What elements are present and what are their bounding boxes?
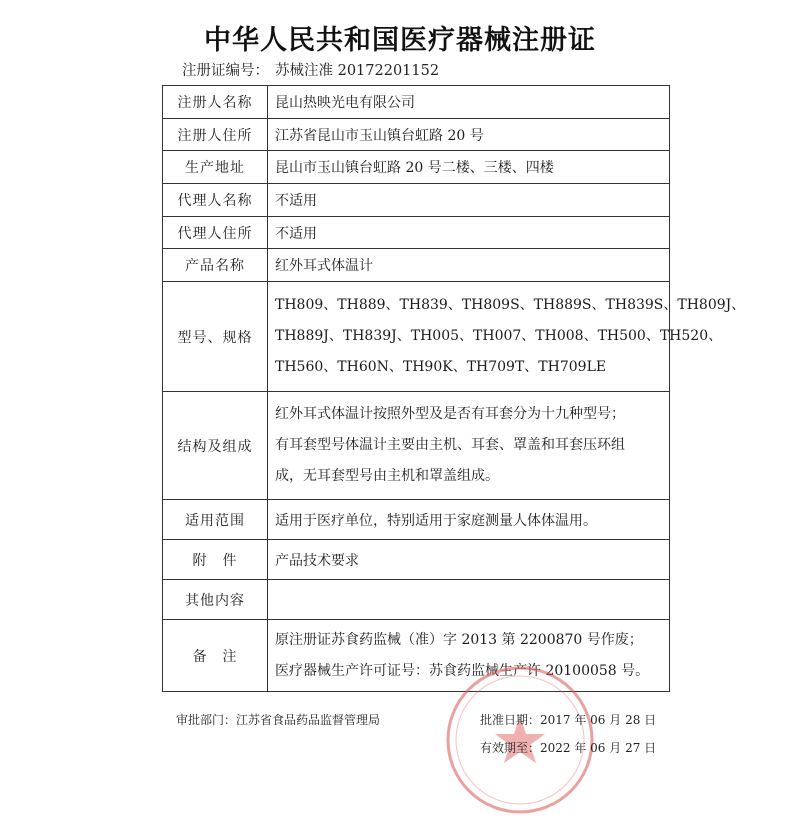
- registration-number-value: 苏械注准 20172201152: [275, 63, 440, 79]
- models-value: [268, 282, 746, 392]
- scope-value: 适用于医疗单位，特别适用于家庭测量人体体温用。: [268, 500, 670, 540]
- table-row: [163, 86, 670, 119]
- remarks-line: 医疗器械生产许可证号：苏食药监械生产许 20100058 号。: [275, 662, 650, 679]
- table-row: [163, 119, 670, 151]
- row-label: 代理人住所: [163, 217, 268, 249]
- row-value: 不适用: [268, 217, 670, 249]
- row-label: 生产地址: [163, 151, 268, 184]
- row-label: 代理人名称: [163, 184, 268, 217]
- row-label: 注册人名称: [163, 86, 268, 119]
- table-row: [163, 184, 670, 217]
- models-line: TH889J、TH839J、TH005、TH007、TH008、TH500、TH520、: [275, 328, 723, 344]
- row-label: 产品名称: [163, 249, 268, 282]
- remarks-label: 备 注: [163, 620, 268, 692]
- approval-date: 批准日期：2017 年 06 月 28 日: [480, 713, 657, 727]
- table-row-scope: [163, 500, 670, 540]
- structure-line: 有耳套型号体温计主要由主机、耳套、罩盖和耳套压环组: [275, 437, 625, 453]
- table-row-attachment: [163, 540, 670, 580]
- row-value: 红外耳式体温计: [268, 249, 670, 282]
- row-value: 昆山市玉山镇台虹路 20 号二楼、三楼、四楼: [268, 151, 670, 184]
- registration-number-label: 注册证编号：: [182, 63, 269, 79]
- row-value: 江苏省昆山市玉山镇台虹路 20 号: [268, 119, 670, 151]
- certificate-table: [162, 85, 746, 692]
- attachment-value: 产品技术要求: [268, 540, 670, 580]
- structure-value: [268, 392, 670, 500]
- structure-label: 结构及组成: [163, 392, 268, 500]
- table-row: [163, 217, 670, 249]
- attachment-label: 附 件: [163, 540, 268, 580]
- table-row: [163, 151, 670, 184]
- remarks-line: 原注册证苏食药监械（准）字 2013 第 2200870 号作废；: [275, 631, 643, 648]
- table-row-remarks: [163, 620, 670, 692]
- row-value: 昆山热映光电有限公司: [268, 86, 670, 119]
- table-row-models: [163, 282, 670, 392]
- structure-line: 成，无耳套型号由主机和罩盖组成。: [275, 468, 499, 484]
- table-row-other: [163, 580, 670, 620]
- remarks-value: [268, 620, 670, 692]
- table-row: [163, 249, 670, 282]
- models-line: TH809、TH889、TH839、TH809S、TH889S、TH839S、TH809J、: [275, 297, 746, 313]
- row-label: 注册人住所: [163, 119, 268, 151]
- models-label: 型号、规格: [163, 282, 268, 392]
- structure-line: 红外耳式体温计按照外型及是否有耳套分为十九种型号；: [275, 406, 625, 422]
- scope-label: 适用范围: [163, 500, 268, 540]
- models-line: TH560、TH60N、TH90K、TH709T、TH709LE: [275, 359, 607, 375]
- registration-number: [182, 59, 445, 80]
- approval-authority: 审批部门：江苏省食品药品监督管理局: [176, 713, 381, 727]
- other-label: 其他内容: [163, 580, 268, 620]
- other-value: [268, 580, 670, 620]
- table-row-structure: [163, 392, 670, 500]
- certificate-title: 中华人民共和国医疗器械注册证: [204, 25, 596, 56]
- expiry-date: 有效期至：2022 年 06 月 27 日: [480, 741, 657, 755]
- row-value: 不适用: [268, 184, 670, 217]
